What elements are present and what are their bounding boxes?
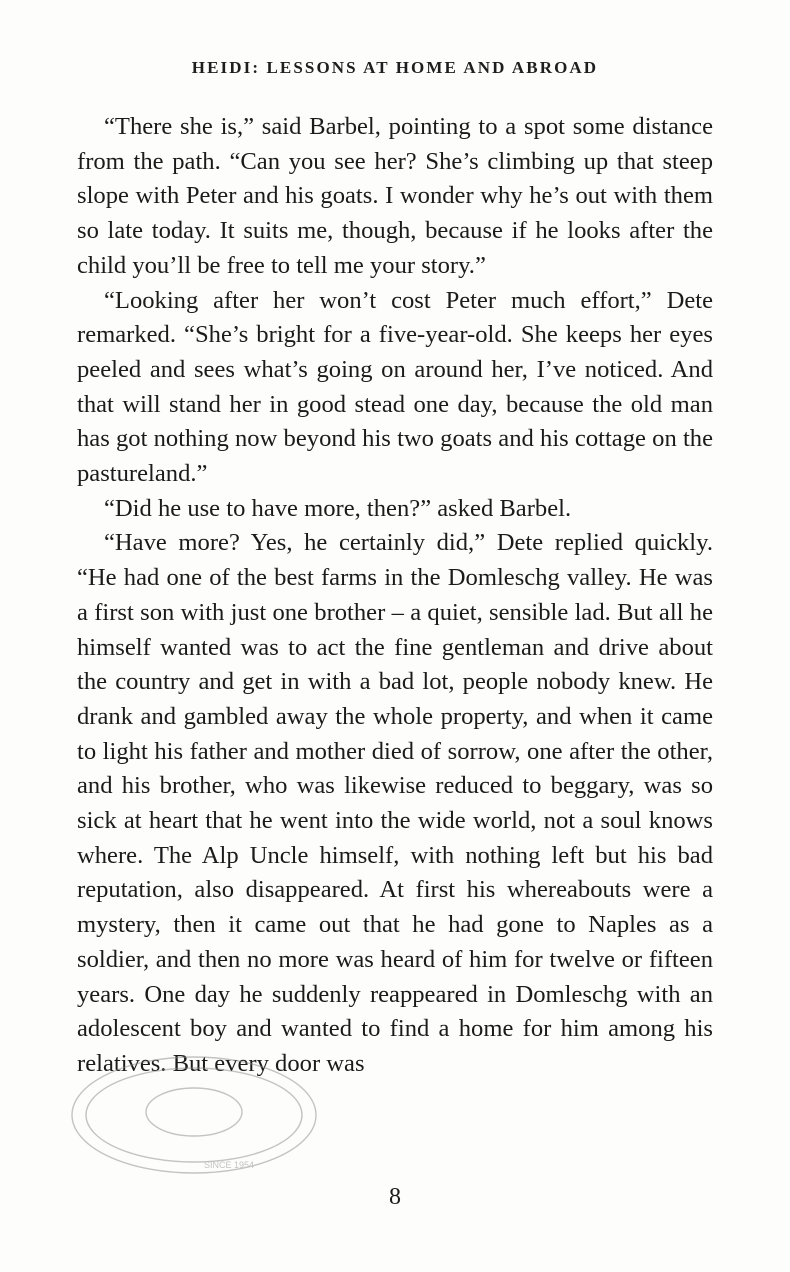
body-text: [77, 110, 713, 1082]
page-number: 8: [389, 1184, 401, 1210]
stamp-since-text: SINCE 1954: [204, 1160, 255, 1170]
running-head: HEIDI: LESSONS AT HOME AND ABROAD: [191, 58, 599, 77]
paragraph-3: “Did he use to have more, then?” asked Barbel.: [104, 494, 572, 522]
paragraph-1: “There she is,” said Barbel, pointing to a spot some distance from the path. “Can you see her? She’s climbing up that steep slope with Peter and his goats. I wonder why he’s out with them so late today. It suits me, though, because if he looks after the child you’ll be free to tell me your story.”: [77, 113, 713, 279]
paragraph-2: “Looking after her won’t cost Peter much effort,” Dete remarked. “She’s bright for a five-year-old. She keeps her eyes peeled and sees what’s going on around her, I’ve noticed. And that will stand her in good stead one day, because the old man has got nothing now beyond his two goats and his cottage on the pastureland.”: [77, 286, 713, 488]
paragraph-4: “Have more? Yes, he certainly did,” Dete replied quickly. “He had one of the best farms in the Domleschg valley. He was a first son with just one brother – a quiet, sensible lad. But all he himself wanted was to act the fine gentleman and drive about the country and get in with a bad lot, people nobody knew. He drank and gambled away the whole property, and when it came to light his father and mother died of sorrow, one after the other, and his brother, who was likewise reduced to beggary, was so sick at heart that he went into the wide world, not a soul knows where. The Alp Uncle himself, with nothing left but his bad reputation, also disappeared. At first his whereabouts were a mystery, then it came out that he had gone to Naples as a soldier, and then no more was heard of him for twelve or fifteen years. One day he suddenly reappeared in Domleschg with an adolescent boy and wanted to find a home for him among his relatives. But every door was: [77, 529, 713, 1077]
